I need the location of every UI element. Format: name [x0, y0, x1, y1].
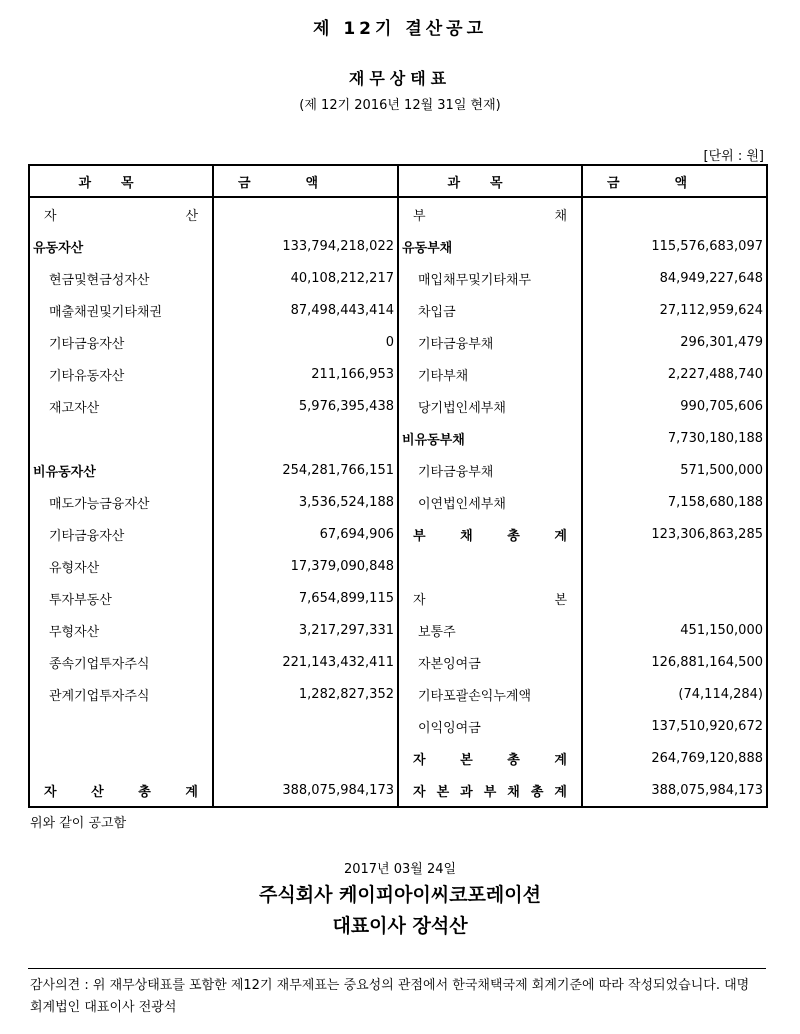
right-item-label — [398, 774, 582, 807]
left-item-label: 매도가능금융자산 — [29, 486, 213, 518]
header-amount-left: 금액 — [213, 165, 398, 197]
right-item-label: 기타금융부채 — [398, 326, 582, 358]
statement-title: 재무상태표 — [348, 69, 452, 88]
left-item-label: 투자부동산 — [29, 582, 213, 614]
right-item-label — [398, 742, 582, 774]
left-item-amount: 221,143,432,411 — [213, 646, 398, 678]
table-row — [29, 486, 767, 518]
right-item-amount: 451,150,000 — [582, 614, 767, 646]
right-item-amount: 137,510,920,672 — [582, 710, 767, 742]
left-item-amount: 0 — [213, 326, 398, 358]
left-item-label: 재고자산 — [29, 390, 213, 422]
right-item-label-spread: 자 본 과 부 채 총 계 — [413, 784, 567, 800]
table-row — [29, 262, 767, 294]
table-row — [29, 742, 767, 774]
right-item-label: 매입채무및기타채무 — [398, 262, 582, 294]
right-item-label — [398, 582, 582, 614]
right-item-label: 당기법인세부채 — [398, 390, 582, 422]
right-item-amount: 2,227,488,740 — [582, 358, 767, 390]
table-row — [29, 422, 767, 454]
left-item-amount: 254,281,766,151 — [213, 454, 398, 486]
left-item-label — [29, 742, 213, 774]
right-item-amount — [582, 582, 767, 614]
left-item-amount: 40,108,212,217 — [213, 262, 398, 294]
right-item-label: 보통주 — [398, 614, 582, 646]
left-item-label: 비유동자산 — [29, 454, 213, 486]
right-item-amount: 388,075,984,173 — [582, 774, 767, 807]
left-item-label: 관계기업투자주식 — [29, 678, 213, 710]
right-item-label: 이연법인세부채 — [398, 486, 582, 518]
left-item-label: 매출채권및기타채권 — [29, 294, 213, 326]
unit-label: [단위 : 원] — [703, 149, 764, 164]
statement-period: (제 12기 2016년 12월 31일 현재) — [299, 98, 501, 113]
left-item-amount: 87,498,443,414 — [213, 294, 398, 326]
table-row — [29, 390, 767, 422]
left-item-amount: 7,654,899,115 — [213, 582, 398, 614]
left-item-amount: 5,976,395,438 — [213, 390, 398, 422]
ceo-name: 대표이사 장석산 — [332, 915, 468, 937]
right-item-label: 유동부채 — [398, 230, 582, 262]
left-item-amount — [213, 742, 398, 774]
left-item-amount: 1,282,827,352 — [213, 678, 398, 710]
left-item-label — [29, 422, 213, 454]
right-item-amount: 84,949,227,648 — [582, 262, 767, 294]
notice-date: 2017년 03월 24일 — [343, 862, 457, 877]
divider — [28, 968, 766, 969]
left-item-amount — [213, 422, 398, 454]
left-item-label-spread: 자 산 — [44, 208, 198, 224]
left-item-label — [29, 197, 213, 230]
right-item-label-spread: 자 본 총 계 — [413, 752, 567, 768]
right-item-label: 기타포괄손익누계액 — [398, 678, 582, 710]
right-item-label: 기타부채 — [398, 358, 582, 390]
table-row — [29, 582, 767, 614]
right-item-amount: 571,500,000 — [582, 454, 767, 486]
table-row — [29, 646, 767, 678]
right-item-label-spread: 부 채 — [413, 208, 567, 224]
table-header-row — [29, 165, 767, 197]
table-row — [29, 294, 767, 326]
right-item-amount: 7,730,180,188 — [582, 422, 767, 454]
right-item-amount: 296,301,479 — [582, 326, 767, 358]
right-item-amount: 123,306,863,285 — [582, 518, 767, 550]
right-item-amount: 264,769,120,888 — [582, 742, 767, 774]
left-item-label — [29, 774, 213, 807]
company-name: 주식회사 케이피아이씨코포레이션 — [259, 884, 541, 906]
right-item-label — [398, 518, 582, 550]
left-item-amount: 133,794,218,022 — [213, 230, 398, 262]
table-row — [29, 550, 767, 582]
right-item-label: 비유동부채 — [398, 422, 582, 454]
left-item-label: 기타금융자산 — [29, 518, 213, 550]
notice-title: 제 12기 결산공고 — [312, 19, 488, 39]
right-item-label: 차입금 — [398, 294, 582, 326]
header-amount-right: 금액 — [582, 165, 767, 197]
right-item-label: 기타금융부채 — [398, 454, 582, 486]
table-row — [29, 774, 767, 807]
right-item-label — [398, 550, 582, 582]
left-item-amount: 3,536,524,188 — [213, 486, 398, 518]
right-item-amount — [582, 550, 767, 582]
table-row — [29, 518, 767, 550]
audit-opinion: 감사의견 : 위 재무상태표를 포함한 제12기 재무제표는 중요성의 관점에서 한국채택국제 회계기준에 따라 작성되었습니다. 대명회계법인 대표이사 전광석 — [30, 978, 750, 1015]
table-row — [29, 710, 767, 742]
left-item-amount: 67,694,906 — [213, 518, 398, 550]
table-row — [29, 454, 767, 486]
right-item-amount: 126,881,164,500 — [582, 646, 767, 678]
header-subject-left: 과목 — [29, 165, 213, 197]
right-item-amount: 990,705,606 — [582, 390, 767, 422]
right-item-amount: (74,114,284) — [582, 678, 767, 710]
left-item-label: 기타금융자산 — [29, 326, 213, 358]
table-row — [29, 326, 767, 358]
left-item-label: 무형자산 — [29, 614, 213, 646]
right-item-amount — [582, 197, 767, 230]
right-item-amount: 7,158,680,188 — [582, 486, 767, 518]
left-item-label: 기타유동자산 — [29, 358, 213, 390]
left-item-label — [29, 710, 213, 742]
left-item-amount: 3,217,297,331 — [213, 614, 398, 646]
right-item-label: 자본잉여금 — [398, 646, 582, 678]
left-item-amount — [213, 710, 398, 742]
right-item-label-spread: 부 채 총 계 — [413, 528, 567, 544]
table-row — [29, 678, 767, 710]
left-item-label: 유동자산 — [29, 230, 213, 262]
notice-note: 위와 같이 공고함 — [30, 816, 127, 831]
left-item-amount: 211,166,953 — [213, 358, 398, 390]
left-item-amount — [213, 197, 398, 230]
right-item-amount: 27,112,959,624 — [582, 294, 767, 326]
left-item-label: 유형자산 — [29, 550, 213, 582]
balance-sheet-table — [28, 164, 768, 808]
table-body — [29, 197, 767, 807]
right-item-amount: 115,576,683,097 — [582, 230, 767, 262]
table-row — [29, 358, 767, 390]
table-row — [29, 230, 767, 262]
left-item-amount: 17,379,090,848 — [213, 550, 398, 582]
right-item-label-spread: 자 본 — [413, 592, 567, 608]
left-item-label: 현금및현금성자산 — [29, 262, 213, 294]
table-row — [29, 614, 767, 646]
table-row — [29, 197, 767, 230]
right-item-label: 이익잉여금 — [398, 710, 582, 742]
left-item-amount: 388,075,984,173 — [213, 774, 398, 807]
header-subject-right: 과목 — [398, 165, 582, 197]
left-item-label: 종속기업투자주식 — [29, 646, 213, 678]
left-item-label-spread: 자 산 총 계 — [44, 784, 198, 800]
right-item-label — [398, 197, 582, 230]
